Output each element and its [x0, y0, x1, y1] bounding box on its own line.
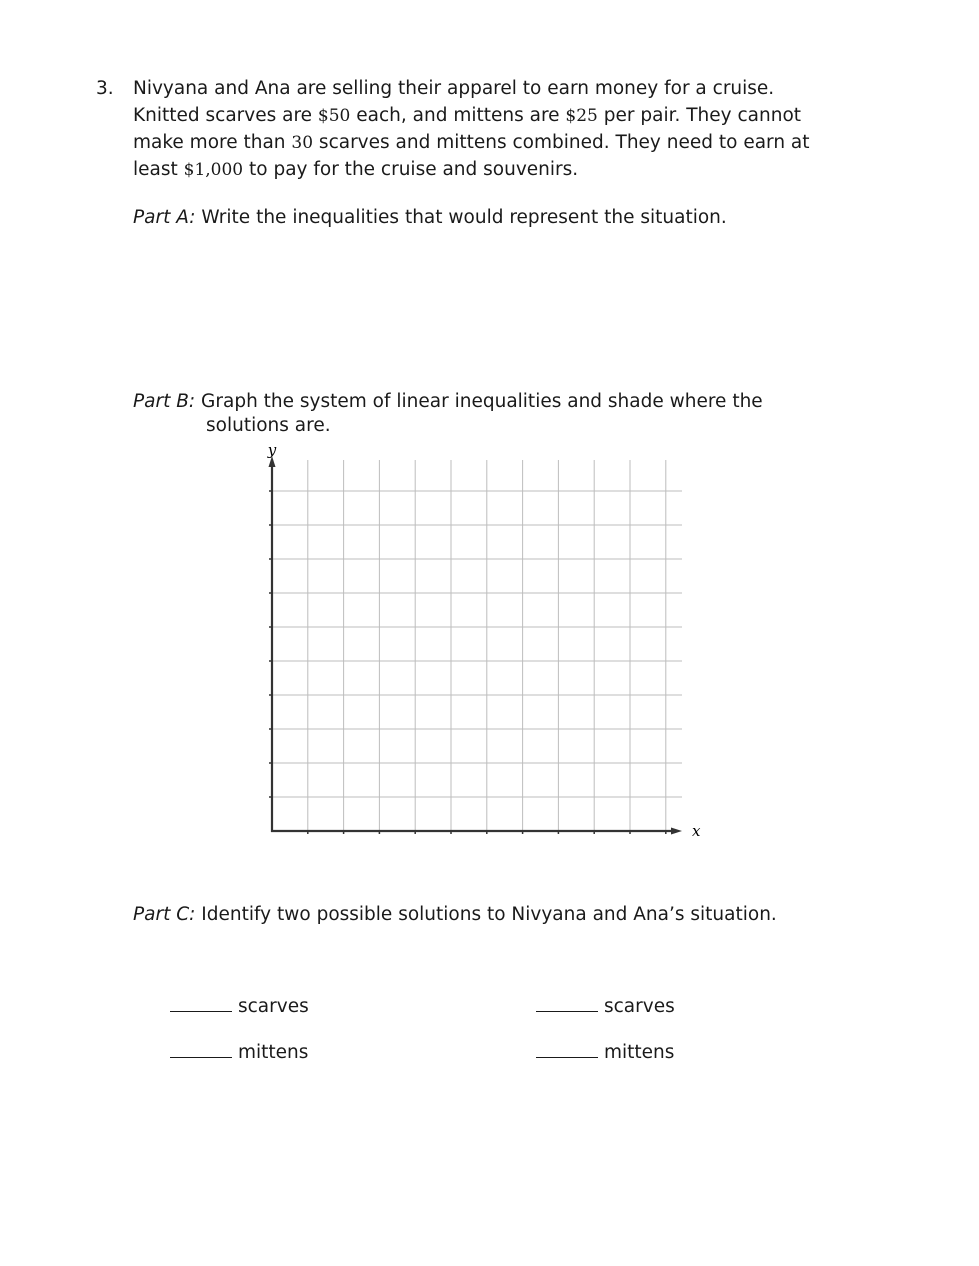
mitten-price: $25 [565, 106, 598, 126]
question-stem [133, 75, 810, 183]
answer-2-scarves-blank[interactable] [536, 997, 598, 1012]
axis-ticks [269, 491, 666, 834]
stem-line-1: Nivyana and Ana are selling their apparel to earn money for a cruise. [133, 78, 775, 99]
answer-1-scarves-blank[interactable] [170, 997, 232, 1012]
coordinate-grid[interactable] [250, 440, 720, 850]
answer-2-mittens-blank[interactable] [536, 1043, 598, 1058]
y-axis-label: y [267, 441, 277, 459]
answer-2-scarves: scarves [536, 996, 675, 1017]
part-c-prompt: Part C: Identify two possible solutions to Nivyana and Ana’s situation. [133, 904, 777, 925]
grid-lines [272, 460, 682, 831]
part-b-prompt: Part B: Graph the system of linear inequalities and shade where the solutions are. [133, 391, 763, 436]
part-c-label: Part C: [133, 904, 196, 925]
max-items: 30 [291, 133, 314, 153]
part-b-label: Part B: [133, 391, 196, 412]
part-a-prompt: Part A: Write the inequalities that would represent the situation. [133, 207, 727, 228]
part-a-label: Part A: [133, 207, 196, 228]
answer-1-scarves: scarves [170, 996, 309, 1017]
x-axis-label: x [692, 822, 701, 840]
answer-2-mittens: mittens [536, 1042, 674, 1063]
earn-goal: $1,000 [183, 160, 244, 180]
x-axis-arrow [671, 828, 682, 835]
stem-line-4: least $1,000 to pay for the cruise and souvenirs. [133, 159, 579, 180]
answer-1-mittens: mittens [170, 1042, 308, 1063]
answer-1-mittens-blank[interactable] [170, 1043, 232, 1058]
scarf-price: $50 [317, 106, 351, 126]
stem-line-2: Knitted scarves are $50 each, and mittens are $25 per pair. They cannot [133, 105, 802, 126]
question-number: 3. [96, 78, 114, 99]
stem-line-3: make more than 30 scarves and mittens combined. They need to earn at [133, 132, 810, 153]
